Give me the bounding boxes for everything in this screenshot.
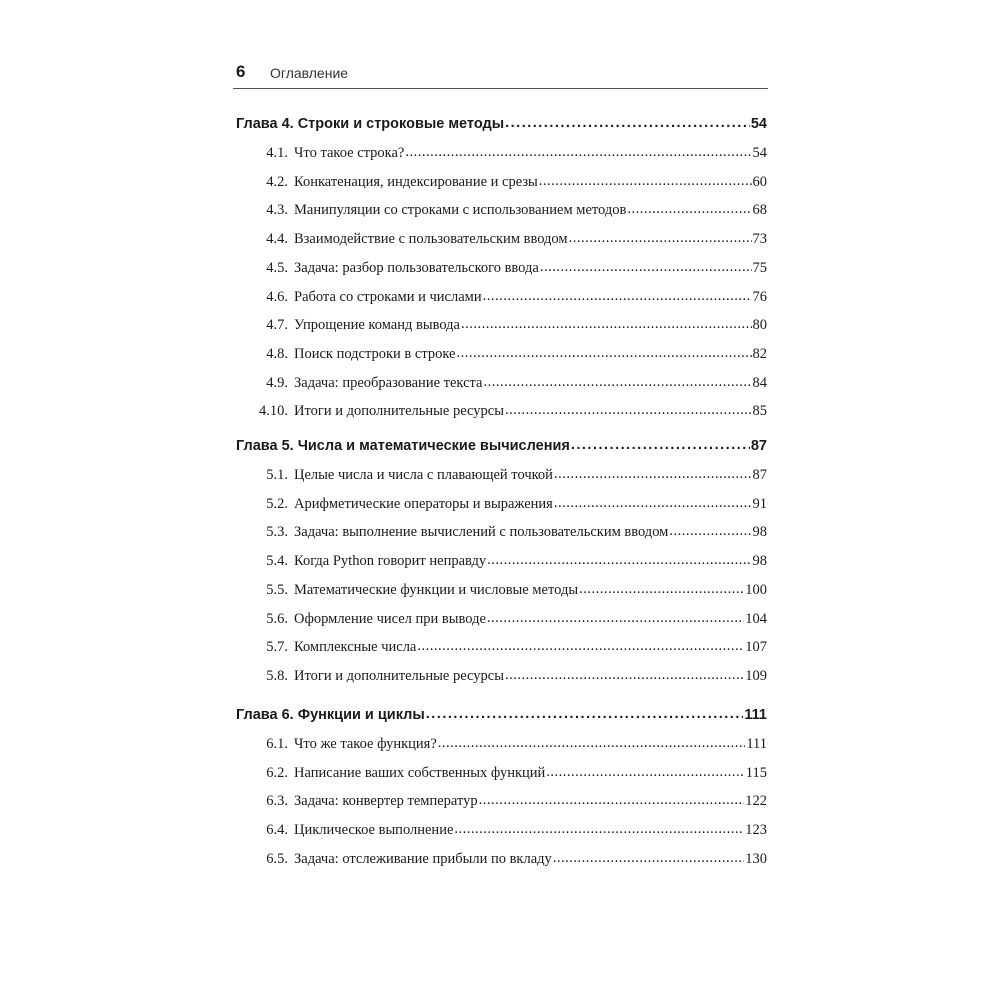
toc-section-number: 4.8. bbox=[266, 345, 288, 362]
toc-page-number: 82 bbox=[752, 345, 767, 362]
toc-page-number: 115 bbox=[745, 764, 767, 781]
toc-section bbox=[246, 145, 767, 162]
dot-leader bbox=[454, 821, 744, 838]
toc-section-title: Манипуляции со строками с использованием методов bbox=[294, 202, 627, 219]
toc-section-number: 5.2. bbox=[266, 495, 288, 512]
toc-section bbox=[246, 611, 767, 628]
toc-page-number: 87 bbox=[750, 438, 767, 454]
toc-section bbox=[246, 375, 767, 392]
toc-section bbox=[246, 202, 767, 219]
toc-chapter-title: Глава 5. Числа и математические вычисления bbox=[236, 438, 570, 454]
dot-leader bbox=[461, 316, 752, 333]
toc-page-number: 98 bbox=[752, 524, 767, 541]
dot-leader bbox=[554, 495, 752, 512]
toc-page-number: 54 bbox=[752, 145, 767, 161]
toc-page-number: 98 bbox=[752, 553, 767, 570]
toc-page-number: 80 bbox=[752, 317, 767, 334]
dot-leader bbox=[554, 466, 752, 483]
toc-chapter bbox=[236, 707, 767, 723]
dot-leader bbox=[456, 345, 751, 362]
toc-section-title: Комплексные числа bbox=[294, 639, 417, 656]
toc-page-number: 75 bbox=[752, 259, 767, 276]
toc-section-title: Итоги и дополнительные ресурсы bbox=[294, 667, 504, 684]
dot-leader bbox=[546, 764, 744, 781]
toc-page-number: 54 bbox=[750, 116, 767, 132]
dot-leader bbox=[426, 706, 744, 722]
dot-leader bbox=[627, 201, 751, 218]
dot-leader bbox=[539, 173, 752, 190]
toc-page-number: 73 bbox=[752, 231, 767, 248]
toc-page-number: 104 bbox=[745, 610, 767, 627]
toc-section bbox=[246, 174, 767, 191]
dot-leader bbox=[579, 581, 744, 598]
toc-section-number: 4.7. bbox=[266, 317, 288, 334]
page-number: 6 bbox=[236, 62, 246, 81]
toc-section-number: 6.4. bbox=[266, 822, 288, 839]
toc-section-title: Оформление чисел при выводе bbox=[294, 610, 486, 627]
toc-page-number: 68 bbox=[752, 202, 767, 219]
toc-section bbox=[246, 582, 767, 599]
dot-leader bbox=[553, 850, 744, 867]
toc-section bbox=[246, 317, 767, 334]
toc-section bbox=[246, 822, 767, 839]
toc-section bbox=[246, 793, 767, 810]
dot-leader bbox=[505, 115, 750, 131]
running-title: Оглавление bbox=[270, 65, 349, 81]
toc-section-title: Математические функции и числовые методы bbox=[294, 581, 579, 598]
toc-section-title: Упрощение команд вывода bbox=[294, 317, 460, 334]
toc-page-number: 130 bbox=[745, 850, 767, 867]
toc-section-title: Задача: конвертер температур bbox=[294, 793, 478, 810]
toc-section bbox=[246, 289, 767, 306]
toc-page-number: 87 bbox=[752, 467, 767, 483]
toc-section-number: 6.3. bbox=[266, 793, 288, 810]
toc-section-number: 4.2. bbox=[266, 173, 288, 190]
toc-section-number: 5.4. bbox=[266, 553, 288, 570]
toc-section bbox=[246, 736, 767, 753]
toc-section bbox=[246, 260, 767, 277]
dot-leader bbox=[487, 552, 751, 569]
dot-leader bbox=[405, 144, 751, 161]
toc-section-number: 6.1. bbox=[266, 736, 288, 752]
toc-section-number: 4.10. bbox=[259, 403, 288, 420]
toc-section-number: 5.1. bbox=[266, 467, 288, 483]
toc-page-number: 76 bbox=[752, 288, 767, 305]
dot-leader bbox=[479, 792, 745, 809]
toc-page-number: 60 bbox=[752, 173, 767, 190]
toc-page-number: 100 bbox=[745, 581, 767, 598]
toc-section bbox=[246, 403, 767, 420]
toc-section-title: Поиск подстроки в строке bbox=[294, 345, 456, 362]
toc-section-number: 5.7. bbox=[266, 639, 288, 656]
toc-section-title: Взаимодействие с пользовательским вводом bbox=[294, 231, 568, 248]
toc-section-title: Работа со строками и числами bbox=[294, 288, 482, 305]
dot-leader bbox=[438, 735, 746, 752]
dot-leader bbox=[483, 288, 752, 305]
toc-page-number: 111 bbox=[744, 707, 767, 723]
toc-section-number: 4.9. bbox=[266, 374, 288, 391]
toc-section-title: Что такое строка? bbox=[294, 145, 405, 161]
toc-page-number: 91 bbox=[752, 495, 767, 512]
toc-chapter-title: Глава 4. Строки и строковые методы bbox=[236, 116, 505, 132]
toc-section-title: Циклическое выполнение bbox=[294, 822, 454, 839]
toc-page-number: 107 bbox=[745, 639, 767, 656]
toc-section-title: Задача: выполнение вычислений с пользовательским вводом bbox=[294, 524, 669, 541]
dot-leader bbox=[505, 667, 744, 684]
toc-page-number: 84 bbox=[752, 374, 767, 391]
toc-section-title: Написание ваших собственных функций bbox=[294, 764, 546, 781]
toc-section-number: 5.5. bbox=[266, 581, 288, 598]
toc-section-number: 4.5. bbox=[266, 259, 288, 276]
dot-leader bbox=[540, 259, 752, 276]
dot-leader bbox=[487, 610, 744, 627]
toc-page-number: 85 bbox=[752, 403, 767, 420]
toc-section-number: 4.6. bbox=[266, 288, 288, 305]
toc-section-title: Итоги и дополнительные ресурсы bbox=[294, 403, 504, 420]
toc-section bbox=[246, 851, 767, 868]
toc-section-number: 4.1. bbox=[266, 145, 288, 161]
toc-chapter bbox=[236, 116, 767, 132]
toc-section bbox=[246, 765, 767, 782]
toc-section-title: Задача: разбор пользовательского ввода bbox=[294, 259, 539, 276]
dot-leader bbox=[417, 638, 744, 655]
toc-section bbox=[246, 467, 767, 484]
toc-chapter bbox=[236, 438, 767, 454]
toc-section-number: 5.8. bbox=[266, 667, 288, 684]
toc-section bbox=[246, 346, 767, 363]
dot-leader bbox=[571, 437, 750, 453]
toc-page-number: 122 bbox=[745, 793, 767, 810]
toc-section bbox=[246, 524, 767, 541]
toc-page-number: 123 bbox=[745, 822, 767, 839]
toc-section-title: Арифметические операторы и выражения bbox=[294, 495, 553, 512]
toc-page-number: 111 bbox=[746, 736, 767, 752]
toc-section bbox=[246, 639, 767, 656]
toc-section bbox=[246, 553, 767, 570]
toc-section-title: Целые числа и числа с плавающей точкой bbox=[294, 467, 553, 483]
toc-section-number: 6.5. bbox=[266, 850, 288, 867]
toc-section bbox=[246, 496, 767, 513]
toc-section-number: 6.2. bbox=[266, 764, 288, 781]
toc-page-number: 109 bbox=[745, 667, 767, 684]
toc-section-number: 4.4. bbox=[266, 231, 288, 248]
dot-leader bbox=[669, 523, 751, 540]
toc-section bbox=[246, 668, 767, 685]
toc-section-number: 5.3. bbox=[266, 524, 288, 541]
toc-section-title: Когда Python говорит неправду bbox=[294, 553, 487, 570]
dot-leader bbox=[505, 402, 752, 419]
toc-chapter-title: Глава 6. Функции и циклы bbox=[236, 707, 425, 723]
toc-section bbox=[246, 231, 767, 248]
toc-section-title: Конкатенация, индексирование и срезы bbox=[294, 173, 538, 190]
toc-section-number: 4.3. bbox=[266, 202, 288, 219]
toc-section-title: Что же такое функция? bbox=[294, 736, 437, 752]
toc-section-title: Задача: преобразование текста bbox=[294, 374, 483, 391]
dot-leader bbox=[569, 230, 752, 247]
toc-section-number: 5.6. bbox=[266, 610, 288, 627]
dot-leader bbox=[483, 374, 751, 391]
toc-section-title: Задача: отслеживание прибыли по вкладу bbox=[294, 850, 552, 867]
